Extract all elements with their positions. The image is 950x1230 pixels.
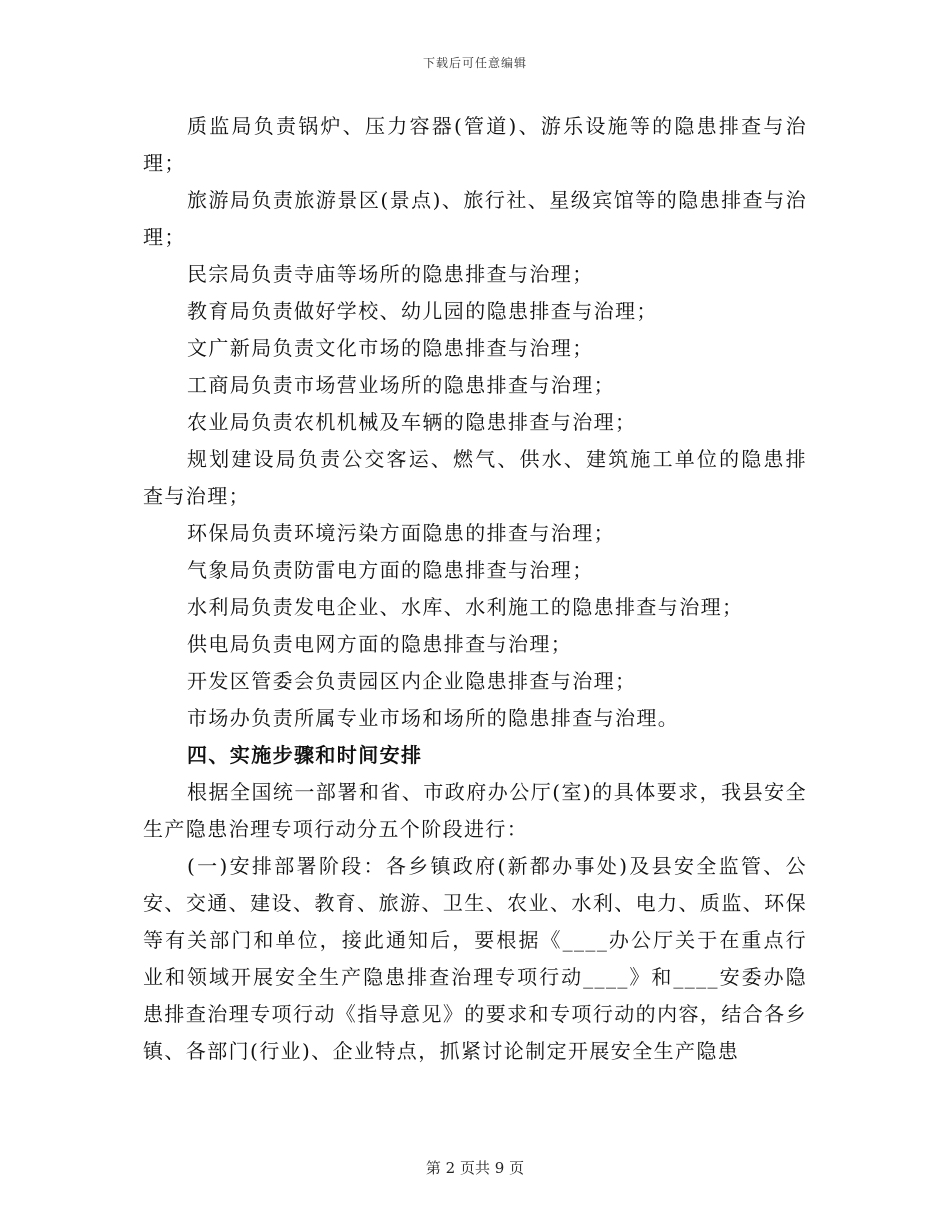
section-heading: 四、实施步骤和时间安排	[187, 743, 423, 767]
paragraph-minzong: 民宗局负责寺庙等场所的隐患排查与治理；	[187, 262, 594, 286]
paragraph-wenguangxin: 文广新局负责文化市场的隐患排查与治理；	[187, 336, 594, 360]
paragraph-gongshang: 工商局负责市场营业场所的隐患排查与治理；	[187, 373, 615, 397]
paragraph-nongye: 农业局负责农机机械及车辆的隐患排查与治理；	[187, 410, 637, 434]
document-body	[143, 108, 807, 1070]
paragraph-gongdian: 供电局负责电网方面的隐患排查与治理；	[187, 632, 573, 656]
page-header: 下载后可任意编辑	[422, 56, 527, 70]
page-footer: 第 2 页共 9 页	[425, 1159, 525, 1177]
paragraph-qixiang: 气象局负责防雷电方面的隐患排查与治理；	[187, 558, 594, 582]
paragraph-huanbao: 环保局负责环境污染方面隐患的排查与治理；	[187, 521, 615, 545]
paragraph-intro: 根据全国统一部署和省、市政府办公厅(室)的具体要求，我县安全生产隐患治理专项行动分五个阶段进行：	[143, 780, 807, 841]
paragraph-shuili: 水利局负责发电企业、水库、水利施工的隐患排查与治理；	[187, 595, 744, 619]
paragraph-shichangban: 市场办负责所属专业市场和场所的隐患排查与治理。	[187, 706, 680, 730]
paragraph-zhijian: 质监局负责锅炉、压力容器(管道)、游乐设施等的隐患排查与治理；	[143, 114, 807, 175]
paragraph-guihua-jianshe: 规划建设局负责公交客运、燃气、供水、建筑施工单位的隐患排查与治理；	[143, 447, 807, 508]
paragraph-stage-one: (一)安排部署阶段：各乡镇政府(新都办事处)及县安全监管、公安、交通、建设、教育、旅游、卫生、农业、水利、电力、质监、环保等有关部门和单位，接此通知后，要根据《____办公厅关于在重点行业和领域开展安全生产隐患排查治理专项行动____》和____安委办隐患排查治理专项行动《指导意见》的要求和专项行动的内容，结合各乡镇、各部门(行业)、企业特点，抓紧讨论制定开展安全生产隐患	[143, 854, 807, 1063]
paragraph-kaifaqu: 开发区管委会负责园区内企业隐患排查与治理；	[187, 669, 637, 693]
paragraph-jiaoyu: 教育局负责做好学校、幼儿园的隐患排查与治理；	[187, 299, 658, 323]
paragraph-lvyou: 旅游局负责旅游景区(景点)、旅行社、星级宾馆等的隐患排查与治理；	[143, 188, 807, 249]
